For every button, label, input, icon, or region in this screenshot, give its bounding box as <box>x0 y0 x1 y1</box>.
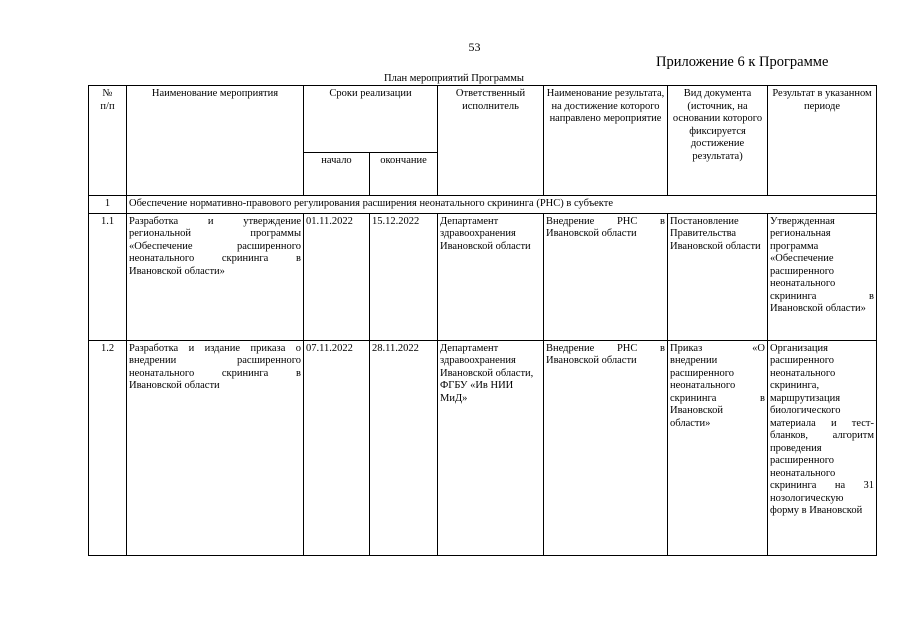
row-name: Разработка и издание приказа о внедрении расширенного неонатального скрининга в Ивановской области <box>127 340 304 555</box>
table-header-row <box>89 86 877 153</box>
row-result-name: Внедрение РНС в Ивановской области <box>544 340 668 555</box>
row-result-period: Организация расширенного неонатального скрининга, маршрутизация биологического материала и тест-бланков, алгоритм проведения расширенного неонатального скрининга на 31 нозологическую форму в Ивановской <box>768 340 877 555</box>
page-number: 53 <box>468 40 481 54</box>
plan-caption: План мероприятий Программы <box>384 73 524 84</box>
header-executor: Ответственный исполнитель <box>438 86 544 196</box>
table-row <box>89 340 877 555</box>
appendix-title: Приложение 6 к Программе <box>656 54 829 70</box>
plan-table <box>88 85 877 556</box>
section-num: 1 <box>89 196 127 214</box>
row-doc-type: Постановление Правительства Ивановской области <box>668 213 768 340</box>
header-terms: Сроки реализации <box>304 86 438 153</box>
row-end: 28.11.2022 <box>370 340 438 555</box>
row-result-name: Внедрение РНС в Ивановской области <box>544 213 668 340</box>
row-name: Разработка и утверждение региональной программы «Обеспечение расширенного неонатального скрининга в Ивановской области» <box>127 213 304 340</box>
header-terms-start: начало <box>304 153 370 196</box>
row-end: 15.12.2022 <box>370 213 438 340</box>
section-row <box>89 196 877 214</box>
row-num: 1.2 <box>89 340 127 555</box>
row-doc-type: Приказ «О внедрении расширенного неонатального скрининга в Ивановской области» <box>668 340 768 555</box>
header-name: Наименование мероприятия <box>127 86 304 196</box>
header-num: № п/п <box>89 86 127 196</box>
section-title: Обеспечение нормативно-правового регулирования расширения неонатального скрининга (РНС) в субъекте <box>127 196 877 214</box>
header-terms-end: окончание <box>370 153 438 196</box>
row-start: 01.11.2022 <box>304 213 370 340</box>
row-executor: Департамент здравоохранения Ивановской области <box>438 213 544 340</box>
header-result-period: Результат в указанном периоде <box>768 86 877 196</box>
row-executor: Департамент здравоохранения Ивановской области, ФГБУ «Ив НИИ МиД» <box>438 340 544 555</box>
row-start: 07.11.2022 <box>304 340 370 555</box>
header-doc-type: Вид документа (источник, на основании которого фиксируется достижение результата) <box>668 86 768 196</box>
header-result-name: Наименование результата, на достижение которого направлено мероприятие <box>544 86 668 196</box>
row-result-period: Утвержденная региональная программа «Обеспечение расширенного неонатального скрининга в Ивановской области» <box>768 213 877 340</box>
row-num: 1.1 <box>89 213 127 340</box>
table-row <box>89 213 877 340</box>
